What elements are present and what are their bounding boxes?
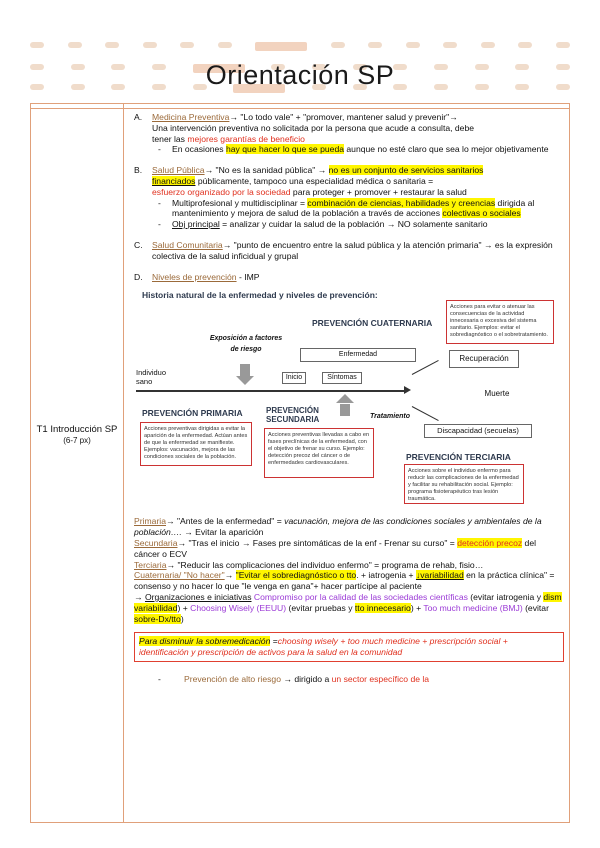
primaria-desc: Acciones preventivas dirigidas a evitar la aparición de la enfermedad. Actúan antes de que la enfermedad se manifieste. Ejemplos: vacunación, mejora de las condiciones sociales de la población. [140,422,252,466]
section-head: Salud Comunitaria [152,239,223,250]
alto-riesgo-item [134,674,564,685]
level-label: Terciaria [134,559,167,570]
underlined-text: Obj principal [172,219,220,230]
level-text: vacunación, mejora de las condiciones sociales y ambientales de la población…. [134,516,542,538]
section-a [134,112,564,155]
section-head: Niveles de prevención [152,271,237,282]
section-text: Una intervención preventiva no solicitada por la persona que acude a consulta, debe [152,122,475,133]
level-text: → Evitar la aparición [181,527,264,538]
red-text: detección precoz [457,537,523,548]
level-text: ) + [177,602,191,613]
cuaternaria-desc: Acciones para evitar o atenuar las consecuencias de la actividad innecesaria o excesiva del sistema sanitario. Ejemplos: evitar el sobrediagnóstico o el sobretratamiento. [446,300,554,344]
section-head: Salud Pública [152,165,205,176]
section-letter: A. [134,112,143,122]
levels-list [134,516,564,624]
purple-text: Too much medicine (BMJ) [423,602,523,613]
level-text: del cáncer o ECV [134,537,537,559]
level-text: (evitar pruebas y [286,602,355,613]
highlight-text: ↓variabilidad [415,570,464,581]
bullet-text: Multiprofesional y multidisciplinar = [172,197,308,208]
level-text: (evitar [522,602,549,613]
secundaria-desc: Acciones preventivas llevadas a cabo en fases preclínicas de la enfermedad, con el objetivo de frenar su curso. Ejemplo: detección precoz del cáncer o de enfermedades cardiovasculares. [264,428,374,478]
section-text: → "No es la sanidad pública" → [204,165,329,176]
highlight-text: "Evitar el sobrediagnóstico o tto [235,570,357,581]
level-text: ) [180,613,184,624]
section-text: → "Lo todo vale" + "promover, mantener salud y prevenir"→ [229,112,458,122]
recuperacion-box: Recuperación [449,350,519,368]
level-text: → "Tras el inicio → Fases pre sintomáticas de la enf - Frenar su curso" = [177,537,458,548]
section-head: Medicina Preventiva [152,112,230,122]
level-text: → [224,570,236,581]
section-b [134,165,564,230]
section-d [134,272,564,283]
level-text: ) + [410,602,424,613]
red-text: un sector específico de la [331,673,430,684]
level-text: en la práctica clínica" = consenso y no hacer lo que "le venga en gana"+ hacer partícipe al paciente [134,570,555,592]
box-text: = [270,636,278,647]
section-letter: D. [134,271,143,282]
bullet-text: dirigida al mantenimiento y mejora de salud de la población a través de acciones [172,197,535,219]
topic-title: T1 Introducción SP [36,424,118,435]
cuaternaria-label: PREVENCIÓN CUATERNARIA [312,318,433,329]
individuo-label: Individuo sano [136,368,176,390]
level-text: . + iatrogenia + [356,570,416,581]
tratamiento-label: Tratamiento [360,412,420,424]
terciaria-label: PREVENCIÓN TERCIARIA [406,452,511,463]
level-label: Cuaternaria/ "No hacer" [134,570,225,581]
section-text: tener las [152,133,188,144]
topic-cell [31,424,123,446]
prevention-diagram [134,288,554,508]
highlight-text: tto innecesario [354,602,411,613]
section-text: para proteger + promover + restaurar la salud [290,186,467,197]
level-text: → "Antes de la enfermedad" = [166,516,285,527]
level-text: (evitar iatrogenia y [467,591,544,602]
page-title: Orientación SP [205,60,395,90]
section-text: → "punto de encuentro entre la salud pública y la atención primaria" → es la expresión colectiva de la salud inficidual y grupal [152,239,553,261]
highlight-text: Para disminuir la sobremedicación [139,636,271,647]
notes-table [30,103,570,823]
bullet-text: En ocasiones [172,144,226,155]
topic-pages: (6-7 px) [63,436,91,445]
highlight-text: combinación de ciencias, habilidades y creencias [307,197,496,208]
terciaria-desc: Acciones sobre el individuo enfermo para reducir las complicaciones de la enfermedad y facilitar su rehabilitación social. Ejemplo: programa fisioterapéutico tras lesión traumática. [404,464,524,504]
section-letter: B. [134,165,143,176]
red-text: mejores garantías de beneficio [187,133,305,144]
discapacidad-box: Discapacidad (secuelas) [424,424,532,438]
highlight-text: dism variabilidad [134,591,562,613]
item-text: → dirigido a [280,673,332,684]
level-label: Primaria [134,516,166,527]
red-text: esfuerzo organizado por la sociedad [152,186,291,197]
purple-text: Compromiso por la calidad de las sociedades científicas [251,591,468,602]
purple-text: Choosing Wisely (EEUU) [190,602,287,613]
exposicion-label: Exposición a factores de riesgo [208,334,284,362]
level-text: → [134,591,145,602]
section-c [134,240,564,262]
highlight-text: sobre-Dx/tto [134,613,181,624]
enfermedad-box: Enfermedad [300,348,416,362]
sintomas-box: Síntomas [322,372,362,384]
level-label: Secundaria [134,537,178,548]
diagram-title: Historia natural de la enfermedad y niveles de prevención: [142,290,378,301]
sobremedicacion-box [134,632,564,662]
item-label: Prevención de alto riesgo [184,673,281,684]
bullet-text: = analizar y cuidar la salud de la población → NO solamente sanitario [219,219,488,230]
bullet-text: aunque no esté claro que sea lo mejor objetivamente [344,144,549,155]
highlight-text: hay que hacer lo que se pueda [225,144,345,155]
muerte-label: Muerte [472,388,522,402]
notes-content [134,112,564,685]
highlight-text: colectivas o sociales [442,208,521,219]
highlight-text: no es un conjunto de servicios sanitarios [328,165,484,176]
secundaria-label: PREVENCIÓN SECUNDARIA [266,406,320,425]
section-text: - IMP [236,271,260,282]
section-text: públicamente, tampoco una especialidad médica o sanitaria = [195,175,434,186]
underlined-text: Organizaciones e iniciativas [144,591,252,602]
inicio-box: Inicio [282,372,306,384]
primaria-label: PREVENCIÓN PRIMARIA [142,408,243,419]
level-text: → "Reducir las complicaciones del individuo enfermo" = programa de rehab, fisio… [166,559,484,570]
highlight-text: financiados [152,175,196,186]
section-letter: C. [134,239,143,250]
red-text: choosing wisely + too much medicine + prescripción social + identificación y prescripción de activos para la salud en la comunidad [139,636,508,658]
